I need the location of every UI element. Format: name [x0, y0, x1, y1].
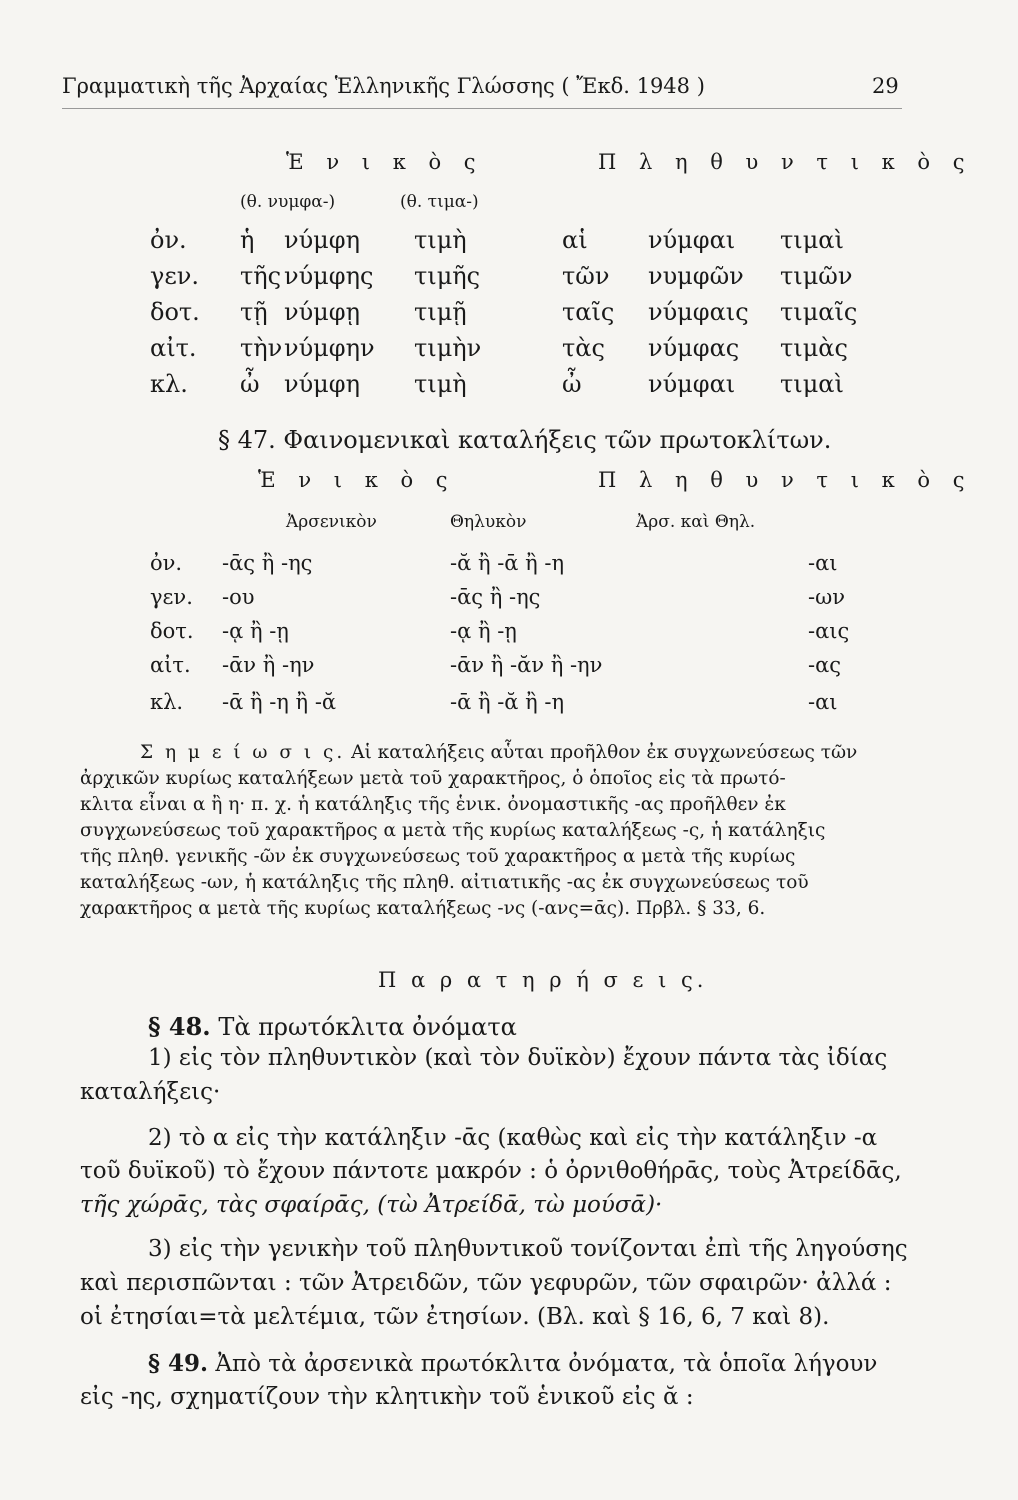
article: τῇ — [240, 298, 268, 326]
note-text: χαρακτῆρος α μετὰ τῆς κυρίως καταλήξεως -νς (-ανς=ᾱς). Πρβλ. § 33, 6. — [80, 898, 766, 919]
case-label: δοτ. — [150, 298, 200, 326]
plural-ending: -αις — [808, 619, 850, 643]
rule-3-text: καὶ περισπῶνται : τῶν Ἀτρειδῶν, τῶν γεφυρῶν, τῶν σφαιρῶν· ἀλλά : — [80, 1270, 892, 1296]
noun-form: νύμφαι — [648, 370, 736, 398]
note-text: κλιτα εἶναι α ἢ η· π. χ. ἡ κατάληξις τῆς ἑνικ. ὀνομαστικῆς -ας προῆλθεν ἐκ — [80, 794, 786, 815]
masc-ending: -ᾱς ἢ -ης — [222, 551, 313, 575]
case-label: ὀν. — [150, 226, 187, 254]
case-label: κλ. — [150, 370, 188, 398]
masc-ending: -ᾱν ἢ -ην — [222, 653, 315, 677]
noun-form: τιμαῖς — [780, 298, 858, 326]
rule-3-text: οἱ ἐτησίαι=τὰ μελτέμια, τῶν ἐτησίων. (Βλ. καὶ § 16, 6, 7 καὶ 8). — [80, 1304, 830, 1330]
article: τὴν — [240, 334, 283, 362]
fem-ending: -ᾰ ἢ -ᾱ ἢ -η — [450, 551, 565, 575]
noun-form: τιμὰς — [780, 334, 848, 362]
feminine-label: Θηλυκὸν — [450, 512, 527, 532]
note-label: Σ η μ ε ί ω σ ι ς. — [140, 742, 346, 763]
plural-ending: -ας — [808, 653, 842, 677]
article: ταῖς — [562, 298, 615, 326]
noun-form: τιμῆς — [414, 262, 481, 290]
noun-form: νύμφη — [284, 226, 360, 254]
article: τῶν — [562, 262, 610, 290]
table1-plural-label: Π λ η θ υ ν τ ι κ ὸ ς — [598, 150, 973, 174]
fem-ending: -ᾳ ἢ -ῃ — [450, 619, 517, 643]
header-rule — [62, 108, 902, 109]
rule-2-examples: τῆς χώρᾱς, τὰς σφαίρᾱς, (τὼ Ἀτρείδᾱ, τὼ μούσᾱ)· — [80, 1192, 663, 1218]
section-49-number: § 49. — [148, 1350, 209, 1377]
case-label: δοτ. — [150, 619, 194, 643]
noun-form: τιμῶν — [780, 262, 853, 290]
article: ἡ — [240, 226, 255, 254]
case-label: γεν. — [150, 585, 193, 609]
remarks-heading: Π α ρ α τ η ρ ή σ ε ι ς. — [378, 968, 708, 992]
section-47-title: § 47. Φαινομενικαὶ καταλήξεις τῶν πρωτοκλίτων. — [218, 426, 832, 454]
running-header: Γραμματικὴ τῆς Ἀρχαίας Ἑλληνικῆς Γλώσσης ( Ἔκδ. 1948 ) — [62, 74, 705, 98]
noun-form: τιμὴ — [414, 370, 467, 398]
stem-tima: (θ. τιμα-) — [400, 192, 479, 212]
noun-form: νύμφης — [284, 262, 374, 290]
noun-form: τιμαὶ — [780, 370, 844, 398]
plural-ending: -αι — [808, 690, 838, 714]
noun-form: τιμὴ — [414, 226, 467, 254]
section-49-text: εἰς -ης, σχηματίζουν τὴν κλητικὴν τοῦ ἑνικοῦ εἰς ᾰ : — [80, 1384, 694, 1410]
noun-form: νύμφας — [648, 334, 740, 362]
masc-ending: -ᾱ ἢ -η ἢ -ᾰ — [222, 690, 337, 714]
article: ὦ — [562, 370, 582, 398]
table1-singular-label: Ἑ ν ι κ ὸ ς — [286, 150, 484, 174]
noun-form: τιμὴν — [414, 334, 482, 362]
article: τῆς — [240, 262, 282, 290]
plural-ending: -αι — [808, 551, 838, 575]
noun-form: τιμαὶ — [780, 226, 844, 254]
noun-form: νύμφαι — [648, 226, 736, 254]
rule-1-text: 1) εἰς τὸν πληθυντικὸν (καὶ τὸν δυϊκὸν) ἔχουν πάντα τὰς ἰδίας — [148, 1045, 888, 1071]
case-label: κλ. — [150, 690, 184, 714]
rule-1-text: καταλήξεις· — [80, 1079, 221, 1105]
note-text: συγχωνεύσεως τοῦ χαρακτῆρος α μετὰ τῆς κυρίως καταλήξεως -ς, ἡ κατάληξις — [80, 820, 826, 841]
noun-form: νύμφη — [284, 370, 360, 398]
masc-ending: -ου — [222, 585, 255, 609]
fem-ending: -ᾱ ἢ -ᾰ ἢ -η — [450, 690, 565, 714]
stem-nympha: (θ. νυμφα-) — [240, 192, 336, 212]
article: τὰς — [562, 334, 605, 362]
table2-plural-label: Π λ η θ υ ν τ ι κ ὸ ς — [598, 468, 973, 492]
section-48-title: Τὰ πρωτόκλιτα ὀνόματα — [218, 1013, 517, 1041]
case-label: αἰτ. — [150, 653, 191, 677]
note-text: καταλήξεως -ων, ἡ κατάληξις τῆς πληθ. αἰτιατικῆς -ας ἐκ συγχωνεύσεως τοῦ — [80, 872, 809, 893]
plural-gender-label: Ἀρσ. καὶ Θηλ. — [636, 512, 756, 532]
section-48-number: § 48. — [148, 1012, 211, 1041]
case-label: γεν. — [150, 262, 199, 290]
table2-singular-label: Ἑ ν ι κ ὸ ς — [258, 468, 456, 492]
section-49-text: Ἀπὸ τὰ ἀρσενικὰ πρωτόκλιτα ὀνόματα, τὰ ὁποῖα λήγουν — [215, 1351, 878, 1377]
article: αἱ — [562, 226, 588, 254]
note-text: Αἱ καταλήξεις αὗται προῆλθον ἐκ συγχωνεύσεως τῶν — [351, 742, 858, 763]
article: ὦ — [240, 370, 260, 398]
noun-form: νυμφῶν — [648, 262, 744, 290]
noun-form: νύμφαις — [648, 298, 749, 326]
rule-2-text: 2) τὸ α εἰς τὴν κατάληξιν -ᾱς (καθὼς καὶ εἰς τὴν κατάληξιν -α — [148, 1125, 878, 1151]
note-text: ἀρχικῶν κυρίως καταλήξεων μετὰ τοῦ χαρακτῆρος, ὁ ὁποῖος εἰς τὰ πρωτό- — [80, 768, 786, 789]
case-label: ὀν. — [150, 551, 183, 575]
rule-2-text: τοῦ δυϊκοῦ) τὸ ἔχουν πάντοτε μακρόν : ὁ ὀρνιθοθήρᾱς, τοὺς Ἀτρείδᾱς, — [80, 1158, 902, 1184]
page-number: 29 — [872, 74, 899, 98]
noun-form: νύμφην — [284, 334, 375, 362]
masc-ending: -ᾳ ἢ -ῃ — [222, 619, 289, 643]
fem-ending: -ᾱν ἢ -ᾰν ἢ -ην — [450, 653, 603, 677]
plural-ending: -ων — [808, 585, 845, 609]
case-label: αἰτ. — [150, 334, 197, 362]
noun-form: τιμῇ — [414, 298, 467, 326]
fem-ending: -ᾱς ἢ -ης — [450, 585, 541, 609]
rule-3-text: 3) εἰς τὴν γενικὴν τοῦ πληθυντικοῦ τονίζονται ἐπὶ τῆς ληγούσης — [148, 1236, 908, 1262]
noun-form: νύμφῃ — [284, 298, 360, 326]
note-text: τῆς πληθ. γενικῆς -ῶν ἐκ συγχωνεύσεως τοῦ χαρακτῆρος α μετὰ τῆς κυρίως — [80, 846, 796, 867]
masculine-label: Ἀρσενικὸν — [286, 512, 377, 532]
